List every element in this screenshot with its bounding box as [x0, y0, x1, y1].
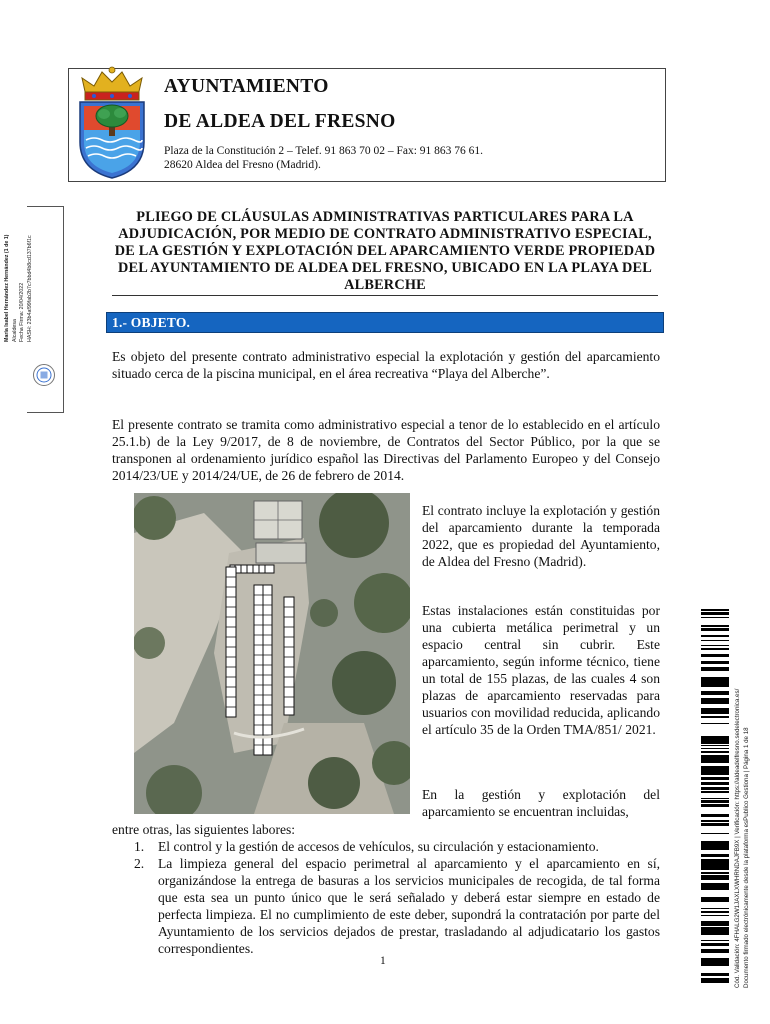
title-divider	[112, 295, 658, 296]
document-title: PLIEGO DE CLÁUSULAS ADMINISTRATIVAS PARTICULARES PARA LA ADJUDICACIÓN, POR MEDIO DE CONTRATO ADMINISTRATIVO ESPECIAL, DE LA GESTIÓN Y EXPLOTACIÓN DEL APARCAMIENTO VERDE PROPIEDAD DEL AYUNTAMIENTO DE ALDEA DEL FRESNO, UBICADO EN LA PLAYA DEL ALBERCHE	[114, 209, 656, 293]
address-line-1: Plaza de la Constitución 2 – Telef. 91 863 70 02 – Fax: 91 863 76 61.	[164, 145, 484, 157]
signature-block	[4, 218, 70, 342]
org-name-line-1: AYUNTAMIENTO	[164, 76, 329, 97]
municipal-crest-icon	[72, 66, 152, 181]
list-item-number: 1.	[134, 839, 145, 854]
paragraph-objeto-1: Es objeto del presente contrato administrativo especial la explotación y gestión del aparcamiento situado cerca de la piscina municipal, en el área recreativa “Playa del Alberche”.	[112, 349, 660, 381]
section-heading: 1.- OBJETO.	[112, 315, 191, 330]
aerial-photo-parking	[134, 493, 410, 814]
signer-name: María Isabel Hernández Hernández (1 de 1)	[4, 234, 10, 342]
verification-line-1: Cód. Validación: 4FHALG2W1JAXLXWHRNDAJFB9X | Verificación: https://aldeadelfresno.sedelectronica.es/	[734, 688, 741, 988]
list-item-number: 2.	[134, 856, 145, 871]
list-item-text: El control y la gestión de accesos de vehículos, su circulación y estacionamiento.	[158, 839, 599, 854]
paragraph-objeto-2: El presente contrato se tramita como administrativo especial a tenor de lo establecido en el artículo 25.1.b) de la Ley 9/2017, de 8 de noviembre, de Contratos del Sector Público, por la que se transponen al ordenamiento jurídico español las Directivas del Parlamento Europeo y del Consejo 2014/23/UE y 2014/24/UE, de 26 de febrero de 2014.	[112, 417, 660, 483]
list-item	[112, 838, 660, 855]
page-number: 1	[380, 955, 386, 967]
paragraph-gestion: En la gestión y explotación del aparcamiento se encuentran incluidas,	[422, 787, 660, 819]
labores-list	[112, 838, 660, 957]
seal-icon	[32, 363, 56, 387]
address-line-2: 28620 Aldea del Fresno (Madrid).	[164, 159, 321, 171]
verification-strip	[733, 628, 759, 988]
signature-hash: HASH: 23b4af99fab2b7c7bbd4b8cd137b6f1c	[26, 235, 33, 342]
list-item-text: La limpieza general del espacio perimetral al aparcamiento y el aparcamiento en sí, organizándose la entrega de basuras a los servicios municipales de recogida, de tal forma que esta sea un punto único que le será señalado y deberá estar siempre en estado de perfecta limpieza. El no cumplimiento de este deber, supondrá la contratación por parte del Ayuntamiento de los servicios dejados de prestar, trasladando al adjudicatario los gastos correspondientes.	[158, 856, 660, 956]
org-name-line-2: DE ALDEA DEL FRESNO	[164, 111, 396, 132]
barcode-icon	[701, 609, 729, 987]
paragraph-instalaciones: Estas instalaciones están constituidas por una cubierta metálica perimetral y un espacio central sin cubrir. Este aparcamiento, según informe técnico, tiene un total de 155 plazas, de las cuales 4 son plazas de aparcamiento reservadas para usuarios con movilidad reducida, aplicando el artículo 35 de la Orden TMA/851/ 2021.	[422, 603, 660, 737]
labores-intro: entre otras, las siguientes labores:	[112, 822, 296, 837]
verification-line-2: Documento firmado electrónicamente desde la plataforma esPublico Gestiona | Página 1 de 18	[743, 727, 750, 988]
signature-date: Fecha Firma: 20/04/2022	[19, 282, 25, 342]
paragraph-temporada: El contrato incluye la explotación y gestión del aparcamiento durante la temporada 2022, que es propiedad del Ayuntamiento, de Aldea del Fresno (Madrid).	[422, 503, 660, 569]
list-item	[112, 855, 660, 957]
signer-role: Alcaldesa	[11, 319, 18, 342]
